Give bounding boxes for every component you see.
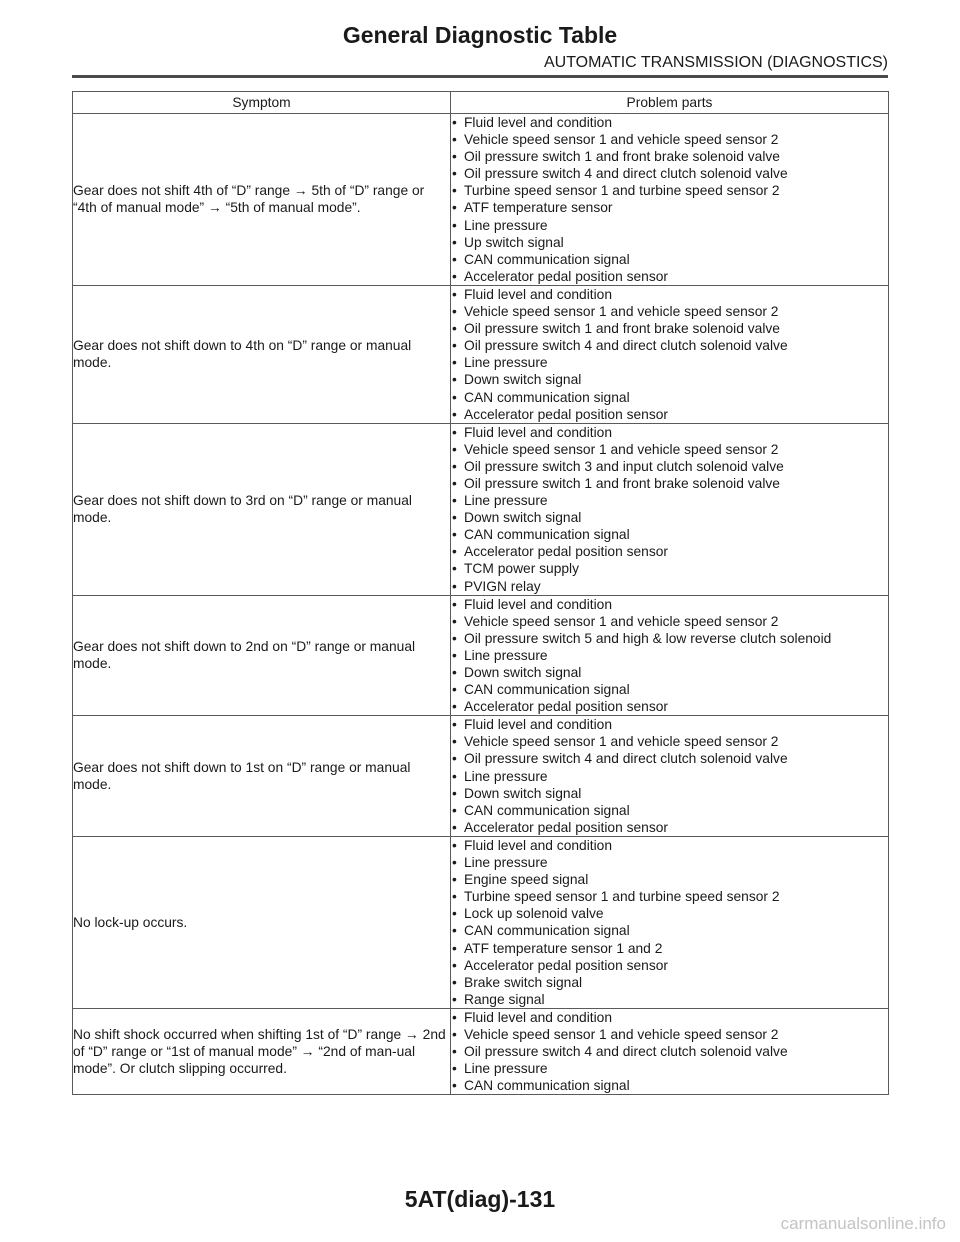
problem-part-item: • Line pressure <box>451 354 888 371</box>
problem-part-item: • Accelerator pedal position sensor <box>451 957 888 974</box>
problem-part-item: • CAN communication signal <box>451 681 888 698</box>
problem-parts-list <box>451 1009 888 1094</box>
problem-part-item: • Oil pressure switch 3 and input clutch solenoid valve <box>451 458 888 475</box>
table-row <box>73 595 889 716</box>
problem-part-item: • Oil pressure switch 4 and direct clutch solenoid valve <box>451 165 888 182</box>
problem-parts-cell <box>451 595 889 716</box>
problem-part-item: • CAN communication signal <box>451 922 888 939</box>
page-title: General Diagnostic Table <box>342 22 618 48</box>
table-row <box>73 716 889 837</box>
problem-part-item: • Accelerator pedal position sensor <box>451 698 888 715</box>
table-row <box>73 836 889 1008</box>
problem-part-item: • Vehicle speed sensor 1 and vehicle speed sensor 2 <box>451 733 888 750</box>
problem-parts-list <box>451 424 888 595</box>
problem-part-item: • Vehicle speed sensor 1 and vehicle speed sensor 2 <box>451 613 888 630</box>
section-subtitle: AUTOMATIC TRANSMISSION (DIAGNOSTICS) <box>543 54 888 71</box>
problem-parts-list <box>451 837 888 1008</box>
problem-parts-list <box>451 286 888 423</box>
problem-part-item: • Line pressure <box>451 854 888 871</box>
problem-part-item: • ATF temperature sensor <box>451 199 888 216</box>
problem-part-item: • Range signal <box>451 991 888 1008</box>
problem-part-item: • PVIGN relay <box>451 578 888 595</box>
column-header-symptom: Symptom <box>73 92 451 114</box>
watermark: carmanualsonline.info <box>780 1214 946 1233</box>
table-header-row <box>73 92 889 114</box>
problem-part-item: • Vehicle speed sensor 1 and vehicle speed sensor 2 <box>451 303 888 320</box>
symptom-cell: Gear does not shift down to 2nd on “D” range or manual mode. <box>73 595 451 716</box>
problem-part-item: • Fluid level and condition <box>451 286 888 303</box>
problem-part-item: • Accelerator pedal position sensor <box>451 406 888 423</box>
symptom-cell: No lock-up occurs. <box>73 836 451 1008</box>
problem-part-item: • Accelerator pedal position sensor <box>451 268 888 285</box>
diagnostic-table <box>72 91 889 1095</box>
problem-part-item: • CAN communication signal <box>451 526 888 543</box>
problem-part-item: • Down switch signal <box>451 371 888 388</box>
column-header-problem-parts: Problem parts <box>451 92 889 114</box>
problem-part-item: • Oil pressure switch 1 and front brake solenoid valve <box>451 475 888 492</box>
symptom-cell: Gear does not shift down to 4th on “D” range or manual mode. <box>73 285 451 423</box>
symptom-cell: Gear does not shift 4th of “D” range → 5th of “D” range or “4th of manual mode” → “5th of manual mode”. <box>73 114 451 286</box>
table-row <box>73 1008 889 1094</box>
problem-parts-cell <box>451 285 889 423</box>
problem-part-item: • Oil pressure switch 5 and high & low reverse clutch solenoid <box>451 630 888 647</box>
problem-parts-cell <box>451 114 889 286</box>
problem-part-item: • Turbine speed sensor 1 and turbine speed sensor 2 <box>451 888 888 905</box>
problem-parts-cell <box>451 836 889 1008</box>
problem-part-item: • Vehicle speed sensor 1 and vehicle speed sensor 2 <box>451 1026 888 1043</box>
problem-part-item: • Oil pressure switch 1 and front brake solenoid valve <box>451 320 888 337</box>
problem-part-item: • Oil pressure switch 4 and direct clutch solenoid valve <box>451 337 888 354</box>
table-row <box>73 285 889 423</box>
problem-parts-cell <box>451 716 889 837</box>
header-rule <box>72 75 888 78</box>
symptom-cell: Gear does not shift down to 1st on “D” range or manual mode. <box>73 716 451 837</box>
problem-part-item: • Oil pressure switch 1 and front brake solenoid valve <box>451 148 888 165</box>
problem-part-item: • ATF temperature sensor 1 and 2 <box>451 940 888 957</box>
problem-part-item: • Vehicle speed sensor 1 and vehicle speed sensor 2 <box>451 441 888 458</box>
page-number: 5AT(diag)-131 <box>404 1186 556 1212</box>
problem-part-item: • Fluid level and condition <box>451 716 888 733</box>
problem-part-item: • Fluid level and condition <box>451 424 888 441</box>
problem-part-item: • Down switch signal <box>451 664 888 681</box>
problem-parts-list <box>451 716 888 836</box>
problem-part-item: • Down switch signal <box>451 509 888 526</box>
problem-parts-cell <box>451 423 889 595</box>
problem-part-item: • Turbine speed sensor 1 and turbine speed sensor 2 <box>451 182 888 199</box>
problem-part-item: • Fluid level and condition <box>451 596 888 613</box>
problem-part-item: • Up switch signal <box>451 234 888 251</box>
problem-part-item: • Accelerator pedal position sensor <box>451 543 888 560</box>
problem-part-item: • Fluid level and condition <box>451 837 888 854</box>
problem-part-item: • Fluid level and condition <box>451 1009 888 1026</box>
problem-part-item: • CAN communication signal <box>451 389 888 406</box>
problem-part-item: • Down switch signal <box>451 785 888 802</box>
problem-part-item: • Lock up solenoid valve <box>451 905 888 922</box>
problem-part-item: • TCM power supply <box>451 560 888 577</box>
problem-part-item: • Line pressure <box>451 768 888 785</box>
problem-parts-list <box>451 596 888 716</box>
table-row <box>73 423 889 595</box>
problem-part-item: • Oil pressure switch 4 and direct clutch solenoid valve <box>451 1043 888 1060</box>
problem-part-item: • Line pressure <box>451 492 888 509</box>
problem-part-item: • CAN communication signal <box>451 802 888 819</box>
symptom-cell: Gear does not shift down to 3rd on “D” range or manual mode. <box>73 423 451 595</box>
problem-part-item: • CAN communication signal <box>451 1077 888 1094</box>
problem-part-item: • Line pressure <box>451 217 888 234</box>
problem-part-item: • Accelerator pedal position sensor <box>451 819 888 836</box>
problem-part-item: • Line pressure <box>451 647 888 664</box>
symptom-cell: No shift shock occurred when shifting 1st of “D” range → 2nd of “D” range or “1st of manual mode” → “2nd of man-ual mode”. Or clutch slipping occurred. <box>73 1008 451 1094</box>
table-body <box>73 114 889 1095</box>
table-row <box>73 114 889 286</box>
problem-parts-list <box>451 114 888 285</box>
problem-part-item: • CAN communication signal <box>451 251 888 268</box>
problem-part-item: • Brake switch signal <box>451 974 888 991</box>
problem-part-item: • Engine speed signal <box>451 871 888 888</box>
problem-part-item: • Oil pressure switch 4 and direct clutch solenoid valve <box>451 750 888 767</box>
problem-part-item: • Vehicle speed sensor 1 and vehicle speed sensor 2 <box>451 131 888 148</box>
problem-part-item: • Fluid level and condition <box>451 114 888 131</box>
problem-parts-cell <box>451 1008 889 1094</box>
problem-part-item: • Line pressure <box>451 1060 888 1077</box>
